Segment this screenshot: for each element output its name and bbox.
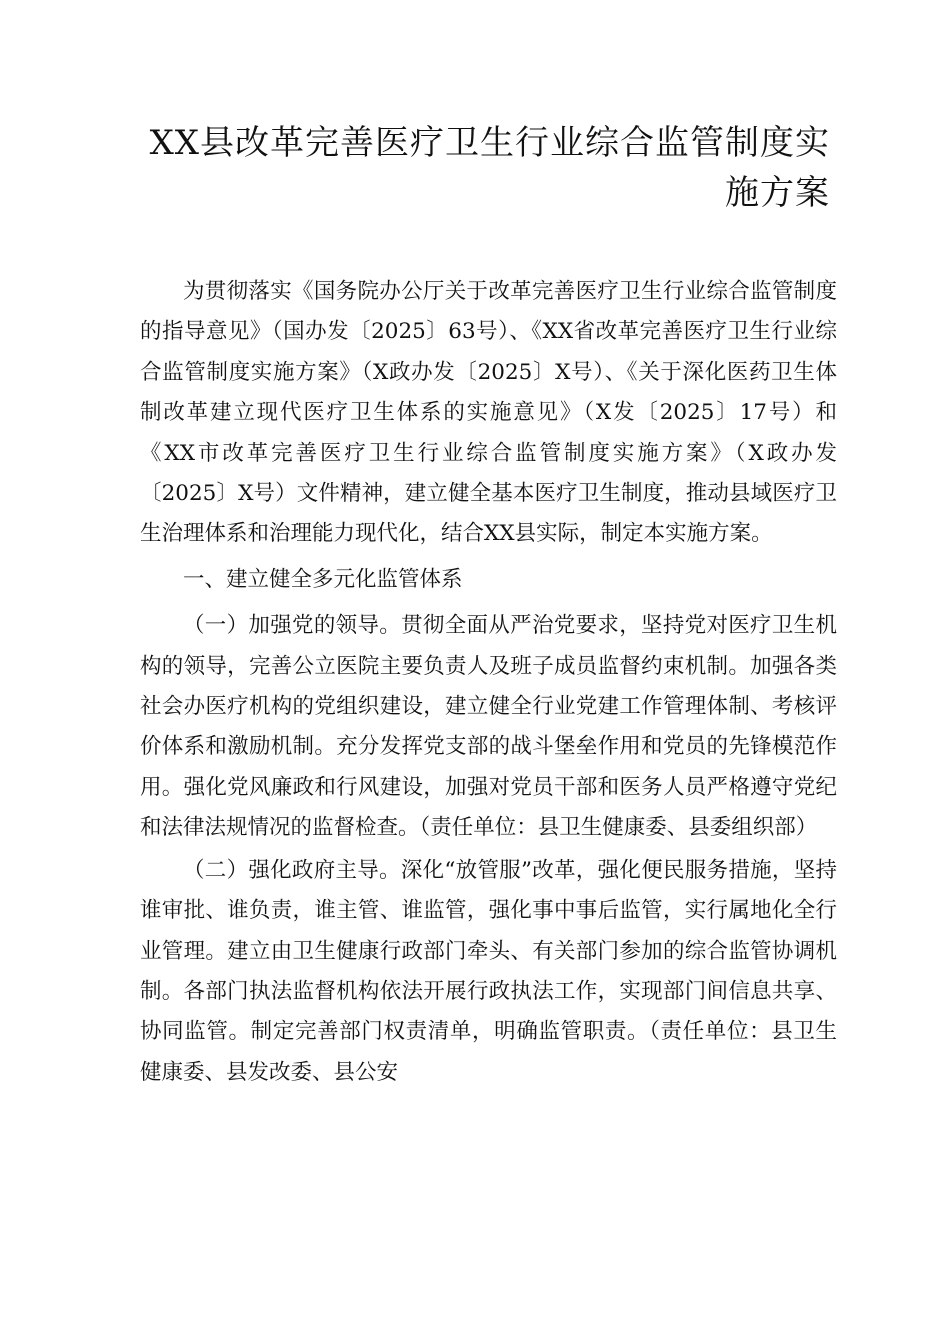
document-body: [140, 272, 837, 1093]
intro-paragraph: 为贯彻落实《国务院办公厅关于改革完善医疗卫生行业综合监管制度的指导意见》（国办发〔2025〕63号）、《XX省改革完善医疗卫生行业综合监管制度实施方案》（X政办发〔2025〕X号）、《关于深化医药卫生体制改革建立现代医疗卫生体系的实施意见》（X发〔2025〕17号）和《XX市改革完善医疗卫生行业综合监管制度实施方案》（X政办发〔2025〕X号）文件精神，建立健全基本医疗卫生制度，推动县域医疗卫生治理体系和治理能力现代化，结合XX县实际，制定本实施方案。: [140, 279, 837, 547]
clause-paragraph-1: （一）加强党的领导。贯彻全面从严治党要求，坚持党对医疗卫生机构的领导，完善公立医院主要负责人及班子成员监督约束机制。加强各类社会办医疗机构的党组织建设，建立健全行业党建工作管理体制、考核评价体系和激励机制。充分发挥党支部的战斗堡垒作用和党员的先锋模范作用。强化党风廉政和行风建设，加强对党员干部和医务人员严格遵守党纪和法律法规情况的监督检查。（责任单位：县卫生健康委、县委组织部）: [140, 613, 837, 841]
clause-paragraph-2: （二）强化政府主导。深化“放管服”改革，强化便民服务措施，坚持谁审批、谁负责，谁主管、谁监管，强化事中事后监管，实行属地化全行业管理。建立由卫生健康行政部门牵头、有关部门参加的综合监管协调机制。各部门执法监督机构依法开展行政执法工作，实现部门间信息共享、协同监管。制定完善部门权责清单，明确监管职责。（责任单位：县卫生健康委、县发改委、县公安: [140, 857, 837, 1085]
document-title: XX县改革完善医疗卫生行业综合监管制度实施方案: [149, 123, 830, 213]
section-heading-1: 一、建立健全多元化监管体系: [183, 566, 463, 592]
